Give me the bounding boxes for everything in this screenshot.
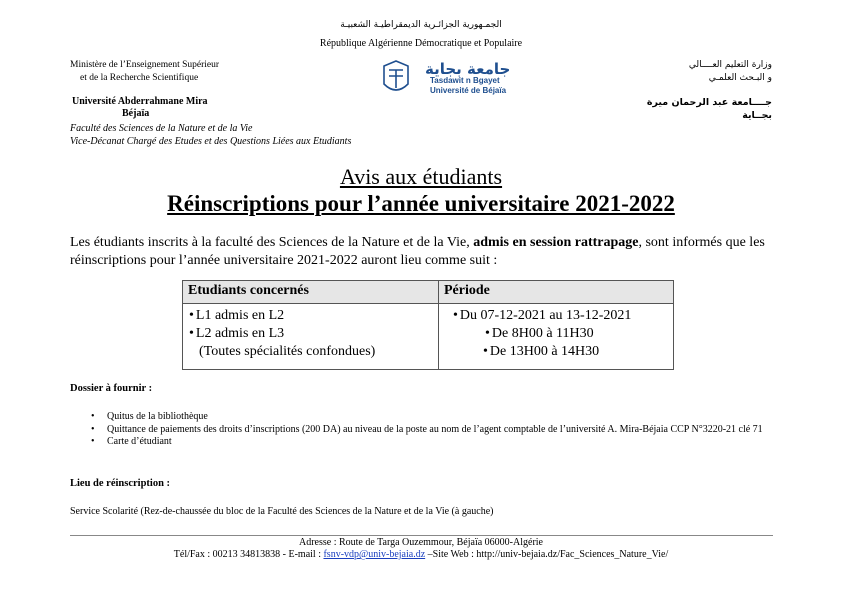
main-title: Réinscriptions pour l’année universitaire 2021-2022 [167,191,675,216]
list-item: • Quitus de la bibliothèque [91,411,781,424]
schedule-table [182,280,674,370]
dossier-list [91,411,781,449]
header-period: Période [439,281,674,304]
intro-bold: admis en session rattrapage [473,235,639,250]
intro-part1: Les étudiants inscrits à la faculté des Sciences de la Nature et de la Vie, [70,235,474,250]
student-item-l1: • L1 admis en L2 [189,307,432,325]
footer-address: Adresse : Route de Targa Ouzemmour, Béjaïa 06000-Algérie [298,537,543,548]
ministry-arabic [689,59,772,85]
student-item-l2: • L2 admis en L3 [189,325,432,343]
university-arabic-line2: بجــاية [742,110,772,121]
faculty-block [70,122,351,148]
students-note: (Toutes spécialités confondues) [199,344,376,359]
vice-deanery-name: Vice-Décanat Chargé des Etudes et des Questions Liées aux Etudiants [70,136,352,147]
republic-arabic: الجمـهورية الجزائـرية الديمقراطيـة الشعبيـة [340,20,502,30]
intro-paragraph [70,234,780,270]
faculty-name: Faculté des Sciences de la Nature et de la Vie [70,123,253,134]
ministry-french-line2: et de la Recherche Scientifique [80,73,199,83]
footer-divider [70,535,773,536]
logo-arabic-text: جامعة بجاية [425,60,511,78]
university-arabic-line1: جــــامعة عبد الرحمان ميرة [646,97,772,108]
logo-french-text: Université de Béjaïa [430,86,507,95]
period-time-morning: • De 8H00 à 11H30 [439,325,673,343]
table-header-row [183,281,674,304]
ministry-arabic-line2: و البـحث العلمـي [708,73,772,83]
lieu-title: Lieu de réinscription : [70,478,171,489]
ministry-french-line1: Ministère de l’Enseignement Supérieur [70,60,220,70]
intro-part2: , sont informés que les réinscriptions pour l’année universitaire 2021-2022 auront lieu comme suit : [70,235,765,268]
university-arabic [647,96,772,122]
list-item: • Carte d’étudiant [91,436,781,449]
footer-contact [0,549,842,560]
list-item: • Quittance de paiements des droits d’inscriptions (200 DA) au niveau de la poste au nom de l’agent comptable de l’université A. Mira-Béjaia CCP N°3220-21 clé 71 [91,424,781,437]
email-link[interactable]: fsnv-vdp@univ-bejaia.dz [323,549,426,560]
republic-french: République Algérienne Démocratique et Populaire [319,38,523,49]
ministry-arabic-line1: وزارة التعليم العــــالي [688,60,772,70]
table-row [183,304,674,370]
period-time-afternoon: • De 13H00 à 14H30 [439,343,673,361]
contact-suffix: –Site Web : http://univ-bejaia.dz/Fac_Sciences_Nature_Vie/ [425,549,669,560]
period-cell [439,304,674,370]
students-cell [183,304,439,370]
logo-berber-text: Tasdawit n Bgayet [430,76,500,85]
university-french [72,96,208,120]
university-french-line1: Université Abderrahmane Mira [72,96,208,107]
lieu-value: Service Scolarité (Rez-de-chaussée du bloc de la Faculté des Sciences de la Nature et de la Vie (à gauche) [70,506,494,517]
period-dates: • Du 07-12-2021 au 13-12-2021 [439,307,673,325]
contact-prefix: Tél/Fax : 00213 34813838 - E-mail : [173,549,324,560]
notice-title: Avis aux étudiants [339,164,503,189]
header-students: Etudiants concernés [183,281,439,304]
dossier-title: Dossier à fournir : [70,383,153,394]
university-french-line2: Béjaïa [122,108,150,119]
ministry-french [70,59,219,85]
